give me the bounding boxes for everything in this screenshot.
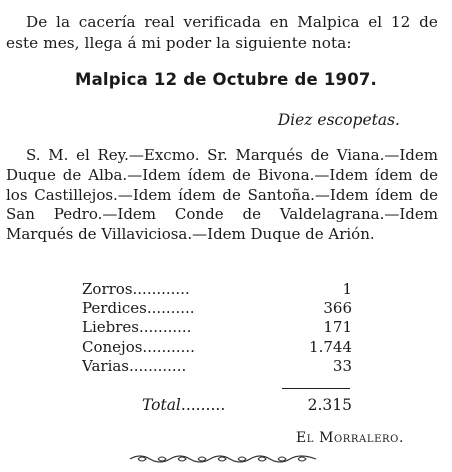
total-value: 2.315 (307, 396, 352, 414)
report-heading: Malpica 12 de Octubre de 1907. (74, 70, 378, 89)
tally-value: 1.744 (309, 337, 352, 356)
tally-row (82, 280, 352, 299)
tally-label: Perdices.......... (82, 299, 195, 318)
guns-count-subheading: Diez escopetas. (277, 111, 400, 129)
tally-label: Liebres........... (82, 318, 192, 337)
hunting-party-paragraph: S. M. el Rey.—Excmo. Sr. Marqués de Viana.—Idem Duque de Alba.—Idem ídem de Bivona.—Idem ídem de los Castillejos.—Idem ídem de Santoña.—Idem ídem de San Pedro.—Idem Conde de Valdelagrana.—Idem Marqués de Villaviciosa.—Idem Duque de Arión. (6, 146, 438, 244)
tally-label: Zorros............ (82, 280, 190, 298)
game-tally-table (82, 280, 352, 376)
tally-value: 1 (342, 280, 352, 298)
tally-label: Varias............ (82, 356, 187, 375)
tally-row (82, 299, 352, 318)
total-row (142, 396, 352, 414)
tally-value: 33 (332, 356, 352, 375)
tally-value: 366 (323, 299, 352, 318)
intro-paragraph: De la cacería real verificada en Malpica el 12 de este mes, llega á mi poder la siguiente nota: (6, 13, 438, 52)
author-signature: El Morralero. (295, 430, 404, 446)
sum-rule-divider (282, 388, 350, 389)
total-leader-dots: ......... (180, 396, 226, 414)
total-label-group (142, 396, 225, 414)
tally-row (82, 318, 352, 337)
tally-label: Conejos........... (82, 337, 195, 356)
tally-row (82, 357, 352, 376)
ornamental-divider (128, 452, 318, 466)
tally-row (82, 338, 352, 357)
tally-value: 171 (323, 318, 352, 337)
total-label: Total (142, 396, 181, 414)
